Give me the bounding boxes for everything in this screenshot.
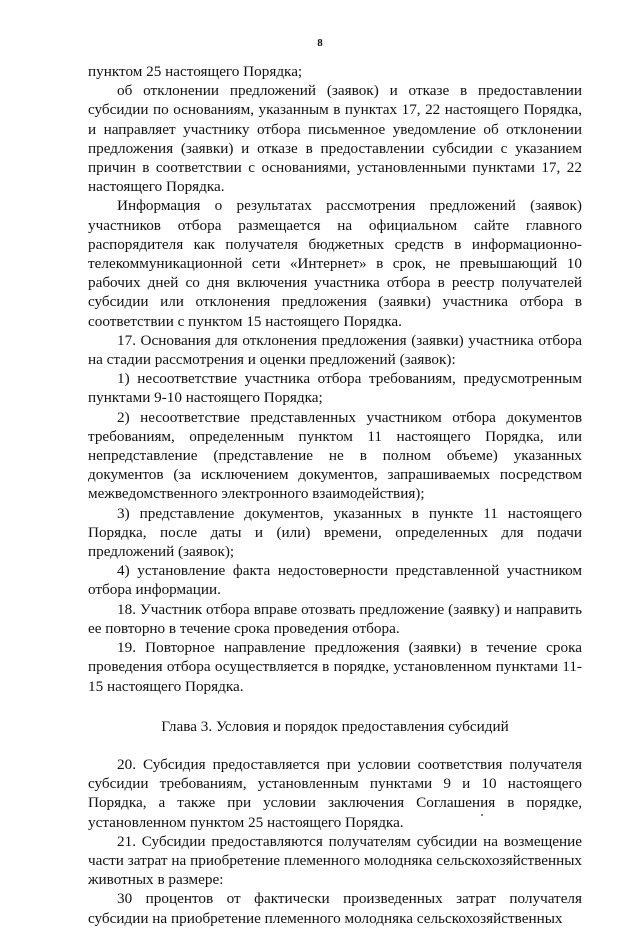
list-item-17-4: 4) установление факта недостоверности представленной участником отбора информации.	[88, 562, 582, 599]
list-item-17-3: 3) представление документов, указанных в пункте 11 настоящего Порядка, после даты и (или) времени, определенных для подачи предложений (заявок);	[88, 504, 582, 561]
page-number: 8	[317, 37, 323, 49]
paragraph-item-21: 21. Субсидии предоставляются получателям субсидии на возмещение части затрат на приобретение племенного молодняка сельскохозяйственных животных в размере:	[88, 832, 582, 889]
paragraph-continuation: пунктом 25 настоящего Порядка;	[88, 63, 303, 80]
paragraph-rejection: об отклонении предложений (заявок) и отказе в предоставлении субсидии по основаниям, указанным в пунктах 17, 22 настоящего Порядка, и направляет участнику отбора письменное уведомление об отклонении предложения (заявки) и отказе в предоставлении субсидии с указанием причин в соответствии с основаниями, установленными пунктами 17, 22 настоящего Порядка.	[88, 82, 582, 196]
chapter-heading: Глава 3. Условия и порядок предоставления субсидий	[161, 717, 509, 735]
list-item-17-1: 1) несоответствие участника отбора требованиям, предусмотренным пунктами 9-10 настоящего Порядка;	[88, 370, 582, 407]
paragraph-information: Информация о результатах рассмотрения предложений (заявок) участников отбора размещается на официальном сайте главного распорядителя как получателя бюджетных средств в информационно-телекоммуникационной сети «Интернет» в срок, не превышающий 10 рабочих дней со дня включения участника отбора в реестр получателей субсидии или отклонения предложения (заявки) участника отбора в соответствии с пунктом 15 настоящего Порядка.	[88, 197, 582, 330]
list-item-17-2: 2) несоответствие представленных участником отбора документов требованиям, определенным пунктом 11 настоящего Порядка, или непредставление (представление не в полном объеме) указанных документов (за исключением документов, запрашиваемых посредством межведомственного электронного взаимодействия);	[88, 408, 582, 503]
scan-dot-mark	[481, 814, 483, 816]
paragraph-item-21-rate: 30 процентов от фактически произведенных затрат получателя субсидии на приобретение племенного молодняка сельскохозяйственных	[88, 890, 582, 927]
paragraph-item-17: 17. Основания для отклонения предложения (заявки) участника отбора на стадии рассмотрения и оценки предложений (заявок):	[88, 331, 582, 369]
paragraph-item-19: 19. Повторное направление предложения (заявки) в течение срока проведения отбора осуществляется в порядке, установленном пунктами 11-15 настоящего Порядка.	[88, 639, 582, 695]
paragraph-item-18: 18. Участник отбора вправе отозвать предложение (заявку) и направить ее повторно в течение срока проведения отбора.	[88, 600, 582, 637]
document-body	[88, 62, 582, 928]
paragraph-item-20: 20. Субсидия предоставляется при условии соответствия получателя субсидии требованиям, установленным пунктами 9 и 10 настоящего Порядка, а также при условии заключения Соглашения в порядке, установленном пунктом 25 настоящего Порядка.	[88, 755, 582, 831]
